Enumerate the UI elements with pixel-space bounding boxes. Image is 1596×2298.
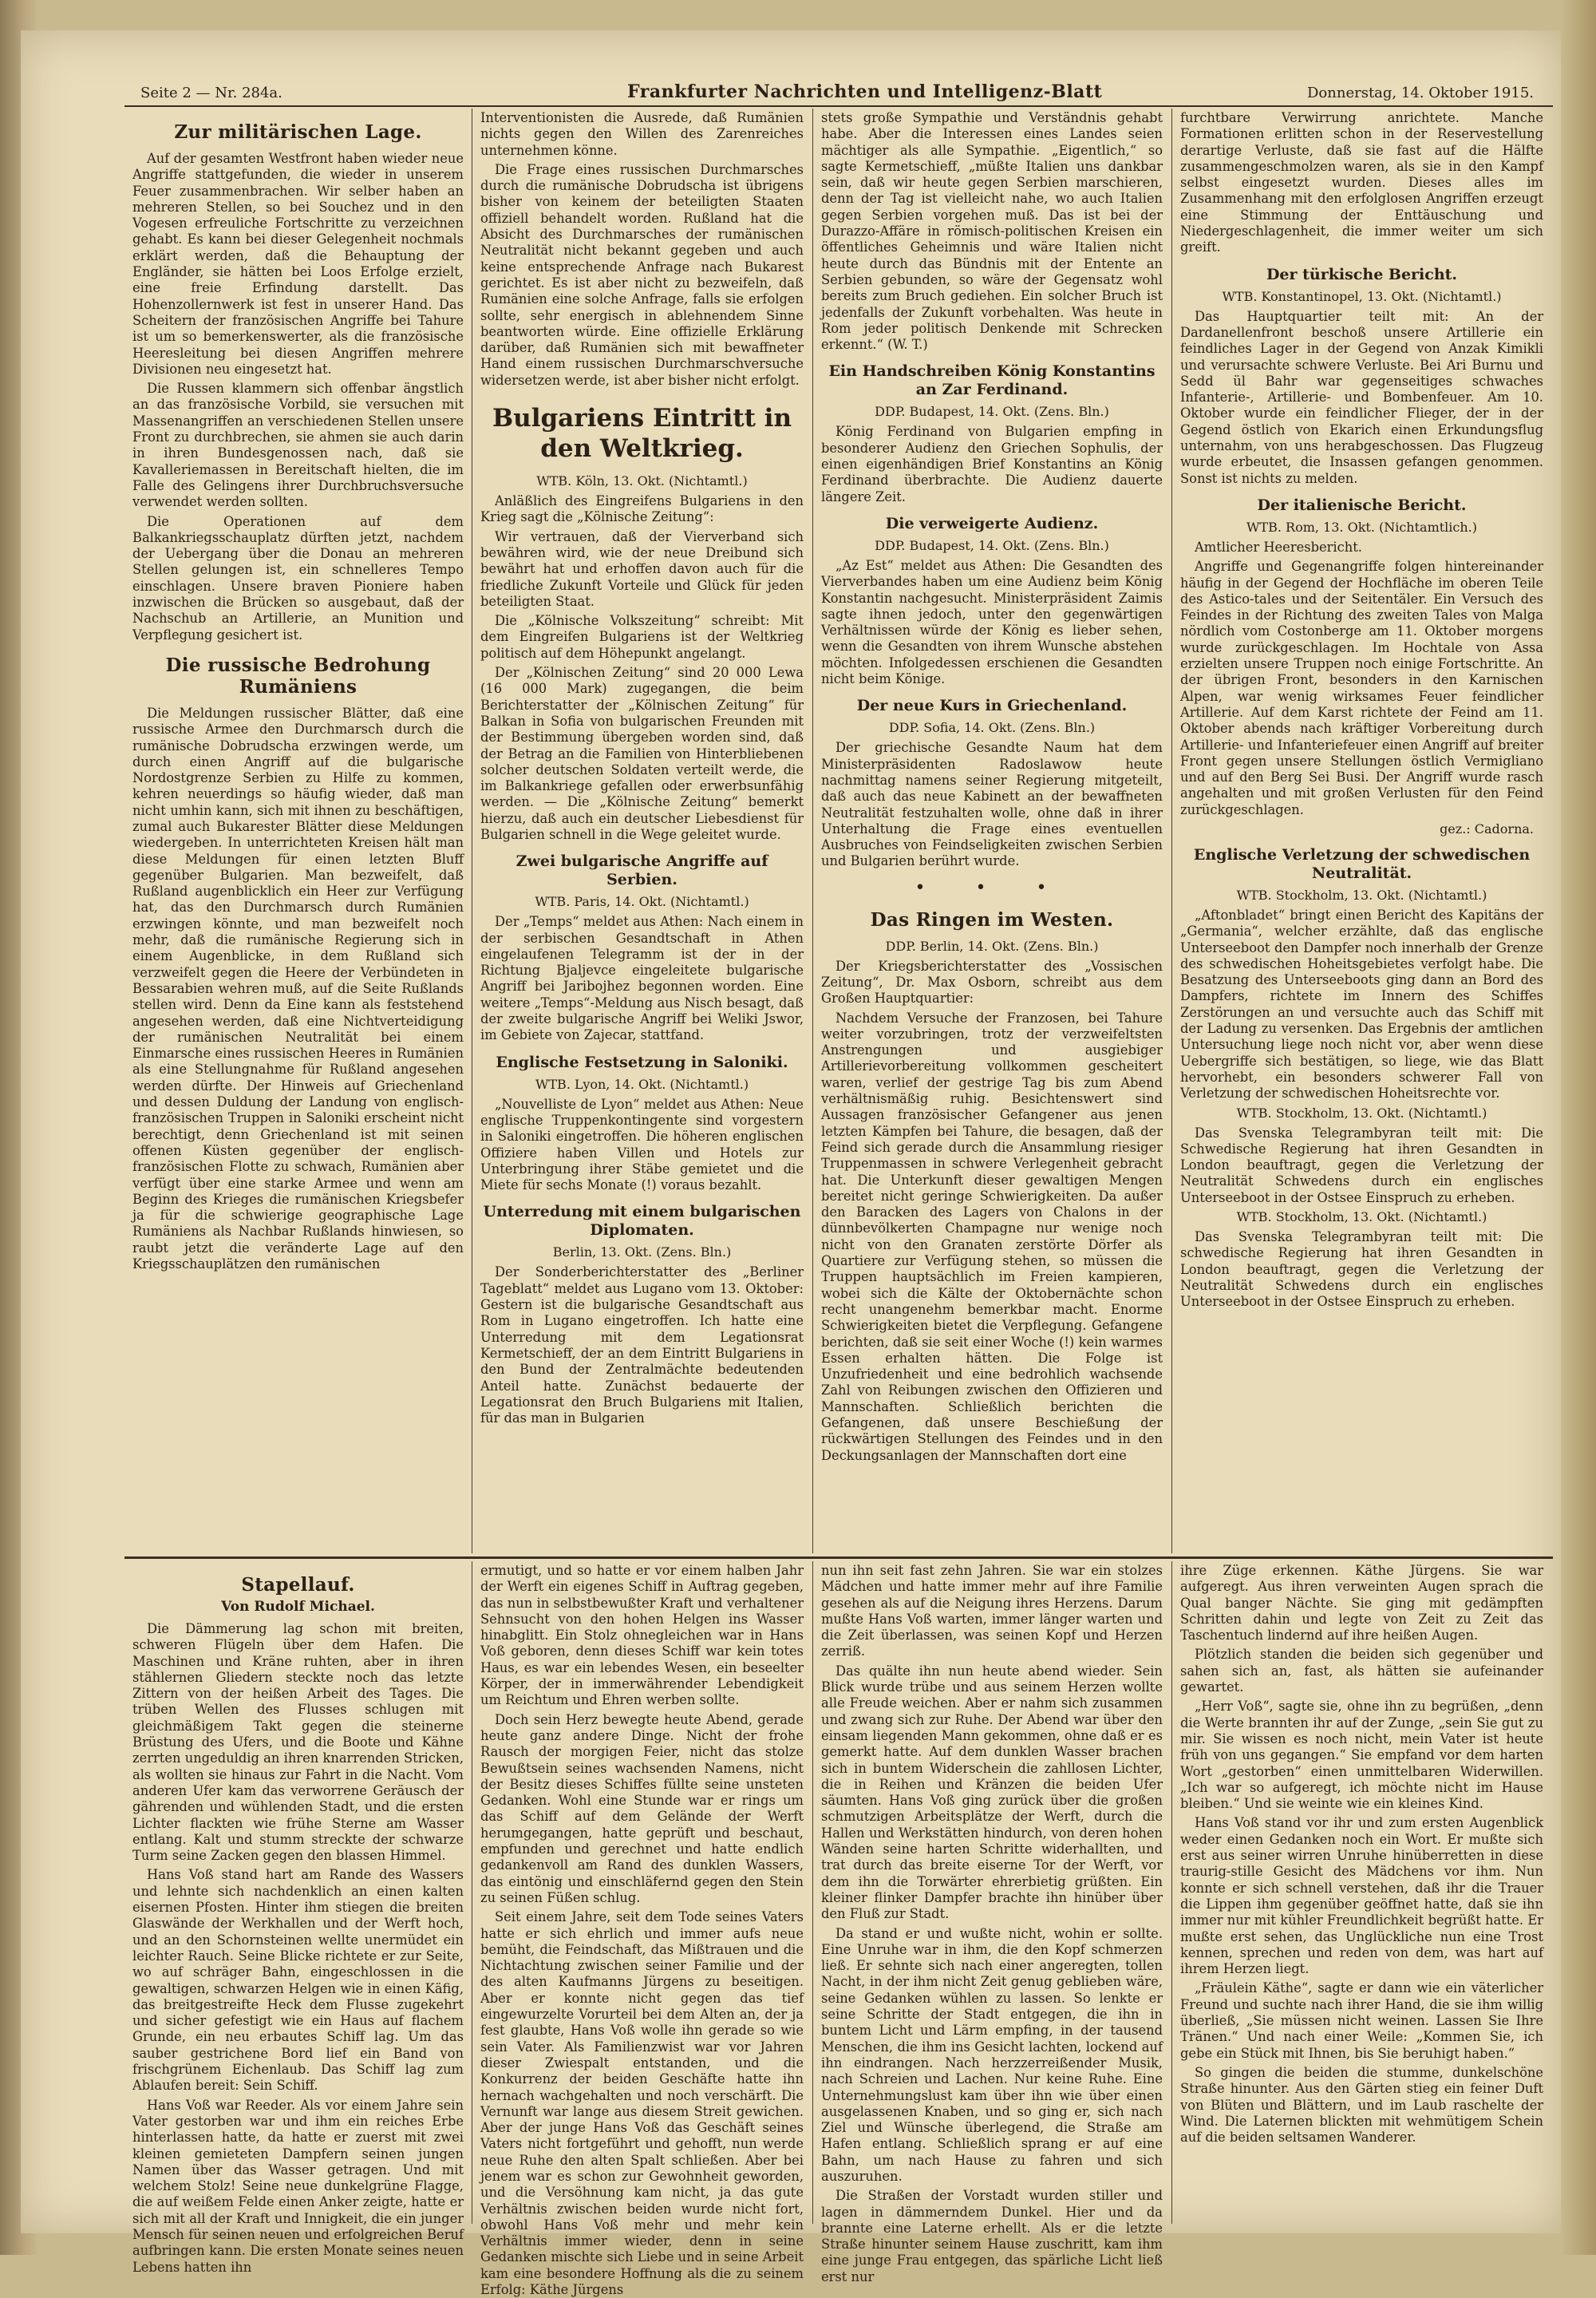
paragraph: Die Frage eines russischen Durchmarsches durch die rumänische Dobrudscha ist übrigens bisher von keinem der beteiligten Staaten offiziell behandelt worden. Rußland hat die Absicht des Durchmarsches der rumänischen Neutralität nicht bekannt gegeben und auch keine entsprechende Anfrage nach Bukarest gerichtet. Es ist aber nicht zu bezweifeln, daß Rumänien eine solche Anfrage, falls sie erfolgen sollte, sehr energisch in ablehnendem Sinne beantworten würde. Eine offizielle Erklärung darüber, daß Rumänien sich mit bewaffneter Hand einem russischen Durchmarschversuche widersetzen werde, ist aber bisher nicht erfolgt. — [480, 161, 804, 388]
paragraph: Die Operationen auf dem Balkankriegsschauplatz dürften jetzt, nachdem der Uebergang über die Donau an mehreren Stellen gelungen ist, ein schnelleres Tempo einschlagen. Unsere braven Pioniere haben inzwischen die Brücken so ausgebaut, daß der Nachschub an Artillerie, an Munition und Verpflegung gesichert ist. — [132, 513, 464, 643]
header-rule — [124, 105, 1553, 107]
article-title: Zwei bulgarische Angriffe auf Serbien. — [516, 852, 768, 889]
paragraph: Seit einem Jahre, seit dem Tode seines Vaters hatte er sich ehrlich und immer aufs neue bemüht, die Feindschaft, das Mißtrauen und die Nichtachtung zwischen seiner Familie und der des alten Kaufmanns Jürgens zu beseitigen. Aber er konnte nicht gegen das tief eingewurzelte Vorurteil bei dem Alten an, der ja fest glaubte, Hans Voß wolle ihn gerade so wie sein Vater. Als Familienzwist war vor Jahren dieser Zwiespalt entstanden, und die Konkurrenz der beiden Geschäfte hatte ihn hernach wachgehalten und noch verschärft. Die Vernunft war lange aus diesem Streit gewichen. Aber der junge Hans Voß das Geschäft seines Vaters nicht fortgeführt und gehofft, nun werde neue Ruhe den alten Spalt schließen. Aber bei jenem war es schon zur Gewohnheit geworden, und die Versöhnung kam nicht, ja das gute Verhältnis zwischen beiden wurde nicht fort, obwohl Hans Voß mehr und mehr kein Verhältnis immer wieder, denn in seine Gedanken mischte sich Liebe und in seine Arbeit kam eine besondere Hoffnung als die zu seinem Erfolg: Käthe Jürgens — [480, 1909, 804, 2298]
paragraph: So gingen die beiden die stumme, dunkelschöne Straße hinunter. Aus den Gärten stieg ein feiner Duft von Blüten und Blättern, und im Laub raschelte der Wind. Die Laternen blickten mit wehmütigem Schein auf die beiden seltsamen Wanderer. — [1180, 2064, 1543, 2146]
article-title: Unterredung mit einem bulgarischen Diplomaten. — [483, 1203, 801, 1240]
paragraph: „Aftonbladet“ bringt einen Bericht des Kapitäns der „Germania“, welcher erzählte, daß das englische Unterseeboot den Dampfer noch innerhalb der Grenze des schwedischen Hoheitsgebietes verfolgt habe. Die Besatzung des Unterseeboots ging dann an Bord des Dampfers, richtete im Innern des Schiffes Zerstörungen an und versuchte auch das Schiff mit der Ladung zu versenken. Das Ergebnis der amtlichen Untersuchung liege noch nicht vor, aber wenn diese Uebergriffe sich bestätigen, so liege, wie das Blatt hervorhebt, ein besonders schwerer Fall von Verletzung der schwedischen Hoheitsrechte vor. — [1180, 907, 1543, 1102]
dateline: WTB. Stockholm, 13. Okt. (Nichtamtl.) — [1236, 887, 1487, 903]
paragraph: Die „Kölnische Volkszeitung“ schreibt: Mit dem Eingreifen Bulgariens ist der Weltkrieg politisch auf dem Höhepunkt angelangt. — [480, 613, 804, 661]
story-title: Stapellauf. — [241, 1574, 355, 1596]
column-rule — [1171, 1561, 1172, 2224]
column-4 — [1180, 110, 1543, 1555]
dateline: WTB. Konstantinopel, 13. Okt. (Nichtamtl.) — [1222, 288, 1502, 304]
page-edge — [1561, 0, 1596, 2255]
paragraph: Der Kriegsberichterstatter des „Vossischen Zeitung“, Dr. Max Osborn, schreibt aus dem Großen Hauptquartier: — [821, 958, 1163, 1007]
column-rule — [812, 1561, 813, 2224]
paragraph: „Az Est“ meldet aus Athen: Die Gesandten des Vierverbandes haben um eine Audienz beim König Konstantin nachgesucht. Ministerpräsident Zaimis sagte ihnen jedoch, unter den gegenwärtigen Verhältnissen würde der König es lieber sehen, wenn die Gesandten von ihrem Wunsche abstehen möchten. Infolgedessen erschienen die Gesandten nicht beim Könige. — [821, 557, 1163, 687]
paragraph: König Ferdinand von Bulgarien empfing in besonderer Audienz den Griechen Sophulis, der einen eigenhändigen Brief Konstantins an König Ferdinand überbrachte. Die Audienz dauerte längere Zeit. — [821, 424, 1163, 504]
paragraph: Hans Voß stand vor ihr und zum ersten Augenblick weder einen Gedanken noch ein Wort. Er mußte sich erst aus seiner wirren Unruhe hinüberretten in diese traurig-stille Gesicht des Mädchens vor ihm. Nun konnte er sich schnell verstehen, daß ihr die Trauer die Lippen ihm gegenüber geöffnet hatte, daß sie ihn immer nur mit kühler Freundlichkeit begrüßt hatte. Er mußte erst sehen, das Unglückliche nun eine Trost kennen, sprechen und reden von dem, was hart auf ihrem Herzen liegt. — [1180, 1815, 1543, 1977]
story-column-4 — [1180, 1563, 1543, 2225]
dateline: WTB. Stockholm, 13. Okt. (Nichtamtl.) — [1236, 1105, 1487, 1121]
paragraph: Da stand er und wußte nicht, wohin er sollte. Eine Unruhe war in ihm, die den Kopf schmerzen ließ. Er sehnte sich nach einer angeregten, tollen Nacht, in der ihm nicht Zeit genug geblieben wäre, seine Gedanken wühlen zu lassen. So lenkte er seine Schritte der Stadt entgegen, die ihn in buntem Licht und Lärm empfing, in der tausend Menschen, die ihm ins Gesicht lachten, lockend auf ihn eindrangen. Nach herzzerreißender Musik, nach Schreien und Lachen. Nur keine Ruhe. Eine Unternehmungslust kam über ihn wie über einen ausgelassenen Knaben, und so ging er, sich nach Ziel und Wünsche überlegend, die Straße am Hafen entlang. Schließlich sprang er auf eine Bahn, um nach Hause zu fahren und sich auszuruhen. — [821, 1925, 1163, 2184]
dateline: WTB. Stockholm, 13. Okt. (Nichtamtl.) — [1236, 1209, 1487, 1225]
paragraph: „Nouvelliste de Lyon“ meldet aus Athen: Neue englische Truppenkontingente sind vorgestern in Saloniki eingetroffen. Die höheren englischen Offiziere haben Villen und Hotels zur Unterbringung ihrer Stäbe gemietet und die Miete für sechs Monate (!) voraus bezahlt. — [480, 1096, 804, 1193]
paragraph: Plötzlich standen die beiden sich gegenüber und sahen sich an, fast, als hätten sie aufeinander gewartet. — [1180, 1647, 1543, 1695]
dateline: DDP. Budapest, 14. Okt. (Zens. Bln.) — [875, 404, 1109, 420]
dateline: DDP. Berlin, 14. Okt. (Zens. Bln.) — [885, 938, 1099, 954]
story-column-3 — [821, 1563, 1163, 2284]
paragraph: Angriffe und Gegenangriffe folgen hintereinander häufig in der Gegend der Hochfläche im oberen Teile des Astico-tales und der Seitentäler. Ein Versuch des Feindes in der Richtung des zweiten Tales von Malga nördlich vom Costonberge am 11. Oktober morgens wurde zurückgeschlagen. Im Hochtale von Assa erzielten unsere Truppen noch einige Fortschritte. An der übrigen Front, besonders in den Karnischen Alpen, war wenig wirksames Feuer feindlicher Artillerie. Auf dem Karst richtete der Feind am 11. Oktober abends nach kräftiger Vorbereitung durch Artillerie- und Infanteriefeuer einen Angriff auf breiter Front gegen unsere Stellungen östlich Vermigliano und auf den Berg Sei Busi. Der Angriff wurde rasch angehalten und mit großen Verlusten für den Feind zurückgeschlagen. — [1180, 559, 1543, 817]
paragraph: Die Straßen der Vorstadt wurden stiller und lagen in dämmerndem Dunkel. Hier und da brannte eine Laterne erhellt. Als er die letzte Straße hinunter seinem Hause zuschritt, kam ihm eine junge Frau entgegen, das spärliche Licht ließ erst nur — [821, 2188, 1163, 2284]
dateline: DDP. Budapest, 14. Okt. (Zens. Bln.) — [875, 537, 1109, 553]
section-divider: • • • — [915, 877, 1069, 898]
dateline: WTB. Lyon, 14. Okt. (Nichtamtl.) — [535, 1076, 749, 1092]
paragraph: Nachdem Versuche der Franzosen, bei Tahure weiter vorzubringen, trotz der verzweifeltsten Anstrengungen und ausgiebiger Artillerievorbereitung vollkommen gescheitert waren, verlief der gestrige Tag bis zum Abend verhältnismäßig ruhig. Besichtenswert sind Aussagen französischer Gefangener aus jenen letzten Kämpfen bei Tahure, die besagen, daß der Feind sich gerade durch die Ansammlung riesiger Truppenmassen in schwere Verlegenheit gebracht hat. Die Unterkunft dieser gewaltigen Mengen bereitet nicht geringe Schwierigkeiten. Da außer den Baracken des Lagers von Chalons in der dünnbevölkerten Champagne nur wenige noch nicht von den Granaten zerstörte Dörfer als Quartiere zur Verfügung stehen, so müssen die Truppen hauptsächlich im Freien kampieren, wobei sich die Kälte der Oktobernächte schon recht unangenehm bemerkbar macht. Enorme Schwierigkeiten bietet die Verpflegung. Gefangene berichten, daß sie seit einer Woche (!) kein warmes Essen erhalten hätten. Die Folge ist Unzufriedenheit und eine bedrohlich wachsende Zahl von Reibungen zwischen den Offizieren und Mannschaften. Schließlich berichten die Gefangenen, daß unsere Beschießung der rückwärtigen Stellungen des Feindes und in den Deckungsanlagen der Mannschaften dort eine — [821, 1010, 1163, 1463]
headline: Bulgariens Eintritt in den Weltkrieg. — [492, 404, 792, 464]
article-title: Ein Handschreiben König Konstantins an Zar Ferdinand. — [828, 362, 1156, 399]
masthead-title: Frankfurter Nachrichten und Intelligenz-Blatt — [627, 81, 1103, 102]
issue-date: Donnerstag, 14. Oktober 1915. — [1307, 85, 1534, 101]
article-title: Das Ringen im Westen. — [870, 908, 1114, 931]
paragraph: Der Sonderberichterstatter des „Berliner Tageblatt“ meldet aus Lugano vom 13. Oktober: Gestern ist die bulgarische Gesandtschaft aus Rom in Lugano eingetroffen. Ich hatte eine Unterredung mit dem Legationsrat Kermetschieff, der an dem Eintritt Bulgariens in den Bund der Zentralmächte bedeutenden Anteil hatte. Zunächst bedauerte der Legationsrat den Bruch Bulgariens mit Italien, für das man in Bulgarien — [480, 1264, 804, 1426]
column-rule — [812, 109, 813, 1553]
paragraph: Das quälte ihn nun heute abend wieder. Sein Blick wurde trübe und aus seinem Herzen wollte alle Freude weichen. Aber er nahm sich zusammen und zwang sich zur Ruhe. Der Abend war über den einsam liegenden Mann gekommen, ohne daß er es gemerkt hatte. Auf dem dunklen Wasser brachen sich in buntem Widerschein die zahllosen Lichter, die in Reihen und Kränzen die beiden Ufer säumten. Hans Voß ging zurück über die großen schmutzigen Arbeitsplätze der Werft, durch die Hallen und Werkstätten hindurch, von deren hohen Wänden seine harten Schritte widerhallten, und trat durch das breite eiserne Tor der Werft, vor dem ihn die Torwärter ehrerbietig grüßten. Ein kleiner flinker Dampfer brachte ihn hinüber über den Fluß zur Stadt. — [821, 1663, 1163, 1922]
story-byline: Von Rudolf Michael. — [221, 1599, 375, 1615]
paragraph: Das Svenska Telegrambyran teilt mit: Die Schwedische Regierung hat ihren Gesandten in London beauftragt, gegen die Verletzung der Neutralität Schwedens durch ein englisches Unterseeboot in der Ostsee Einspruch zu erheben. — [1180, 1125, 1543, 1205]
paragraph: Der griechische Gesandte Naum hat dem Ministerpräsidenten Radoslawow heute nachmittag namens seiner Regierung mitgeteilt, daß auch das neue Kabinett an der bewaffneten Neutralität festzuhalten wolle, ohne daß in ihrer Unterhaltung die Frage eines eventuellen Ausbruches von Feindseligkeiten zwischen Serbien und Bulgarien berührt wurde. — [821, 740, 1163, 869]
paragraph: Doch sein Herz bewegte heute Abend, gerade heute ganz andere Dinge. Nicht der frohe Rausch der morgigen Feier, nicht das stolze Bewußtsein seines wachsenden Namens, nicht der Besitz dieses Schiffes füllte seine unsteten Gedanken. Wohl eine Stunde war er rings um das Schiff auf dem Gelände der Werft herumgegangen, hatte geprüft und beschaut, empfunden und gerechnet und hatte endlich gedankenvoll am Rand des dunklen Wassers, das eintönig und einschläfernd gegen den Stein zu seinen Füßen schlug. — [480, 1711, 804, 1905]
paragraph: „Herr Voß“, sagte sie, ohne ihn zu begrüßen, „denn die Werte brannten ihr auf der Zunge, „sein Sie gut zu mir. Sie wissen es noch nicht, mein Vater ist heute früh von uns gegangen.“ Sie empfand vor dem harten Wort „gestorben“ einen unmittelbaren Widerwillen. „Ich war so aufgeregt, ich möchte nicht im Hause bleiben.“ Und sie weinte wie ein kleines Kind. — [1180, 1699, 1543, 1812]
dateline: WTB. Köln, 13. Okt. (Nichtamtl.) — [536, 473, 748, 489]
paragraph: ihre Züge erkennen. Käthe Jürgens. Sie war aufgeregt. Aus ihren verweinten Augen sprach die Qual banger Nächte. Sie ging mit gedämpften Schritten dahin und legte von Zeit zu Zeit das Taschentuch lindernd auf ihre heißen Augen. — [1180, 1563, 1543, 1643]
article-title: Der türkische Bericht. — [1266, 265, 1458, 283]
feuilleton-rule — [124, 1556, 1553, 1559]
article-title: Der italienische Bericht. — [1257, 496, 1467, 514]
paragraph: Wir vertrauen, daß der Vierverband sich bewähren wird, wie der neue Dreibund sich bewährt hat und erhoffen davon auch für die friedliche Zukunft Vorteile und Glück für jeden beteiligten Staat. — [480, 528, 804, 609]
paragraph: furchtbare Verwirrung anrichtete. Manche Formationen erlitten schon in der Reservestellung derartige Verluste, daß sie fast auf die Hälfte zusammengeschmolzen waren, als sie in den Kampf selbst eingesetzt wurden. Dieses alles im Zusammenhang mit den erfolglosen Angriffen erzeugt eine Stimmung der Enttäuschung und Niedergeschlagenheit, die immer weiter um sich greift. — [1180, 110, 1543, 255]
paragraph: Interventionisten die Ausrede, daß Rumänien nichts gegen den Willen des Zarenreiches unternehmen könne. — [480, 110, 804, 158]
paragraph: Das Hauptquartier teilt mit: An der Dardanellenfront beschoß unsere Artillerie ein feindliches Lager in der Gegend von Anzak Kimikli und verursachte schwere Verluste. Bei Ari Burnu und Sedd ül Bahr war gegenseitiges schwaches Infanterie-, Artillerie- und Bombenfeuer. Am 10. Oktober wurde ein feindlicher Flieger, der in der Gegend östlich von Ekarich einen Erkundungsflug unternahm, von uns herabgeschossen. Das Flugzeug wurde erbeutet, die Insassen gefangen genommen. Sonst ist nichts zu melden. — [1180, 308, 1543, 486]
paragraph: Hans Voß war Reeder. Als vor einem Jahre sein Vater gestorben war und ihm ein reiches Erbe hinterlassen hatte, da hatte er zuerst mit zwei kleinen gemieteten Dampfern seinen jungen Namen über das Wasser getragen. Und mit welchem Stolz! Seine neue dunkelgrüne Flagge, die auf weißem Felde einen Anker zeigte, hatte er sich mit all der Kraft und Innigkeit, die ein junger Mensch für seinen neuen und erfolgreichen Beruf aufbringen kann. Die ersten Monate seines neuen Lebens hatten ihn — [132, 2097, 464, 2275]
column-3 — [821, 110, 1163, 1555]
article-title: Der neue Kurs in Griechenland. — [856, 697, 1128, 715]
page-number: Seite 2 — Nr. 284a. — [140, 85, 282, 101]
article-title: Die verweigerte Audienz. — [885, 514, 1099, 532]
dateline: DDP. Sofia, 14. Okt. (Zens. Bln.) — [888, 720, 1096, 736]
article-title: Englische Festsetzung in Saloniki. — [496, 1053, 788, 1071]
paragraph: stets große Sympathie und Verständnis gehabt habe. Aber die Interessen eines Landes seien mächtiger als alle Sympathie. „Eigentlich,“ so sagte Kermetschieff, „müßte Italien uns dankbar sein, daß wir heute gegen Serbien marschieren, denn der Tag ist vielleicht nahe, wo auch Italien gegen Serbien vorgehen muß. Das ist bei der Durazzo-Affäre in römisch-politischen Kreisen ein öffentliches Geheimnis und wäre Italien nicht heute durch das Bündnis mit der Entente an Serbien gebunden, so wäre der Gegensatz wohl bereits zum Bruch gediehen. Ein solcher Bruch ist jedenfalls der Zukunft vorbehalten. Was heute in Rom jeder politisch Denkende mit Schrecken erkennt.“ (W. T.) — [821, 110, 1163, 353]
column-1 — [132, 110, 464, 1555]
story-column-2 — [480, 1563, 804, 2298]
paragraph: Der „Temps“ meldet aus Athen: Nach einem in der serbischen Gesandtschaft in Athen eingelaufenen Telegramm ist der in der Richtung Bjaljevce eingeleitete bulgarische Angriff bei Jaribojhez begonnen worden. Eine weitere „Temps“-Meldung aus Nisch besagt, daß der zweite bulgarische Angriff bei Weliki Jswor, im Gebiete von Zajecar, stattfand. — [480, 914, 804, 1043]
paragraph: nun ihn seit fast zehn Jahren. Sie war ein stolzes Mädchen und hatte immer mehr auf ihre Familie gesehen als auf die Neigung ihres Herzens. Darum mußte Hans Voß warten, immer länger warten und die Zeit überlassen, was seinen Kopf und Herzen zerriß. — [821, 1563, 1163, 1659]
paragraph: Das Svenska Telegrambyran teilt mit: Die schwedische Regierung hat ihren Gesandten in London beauftragt, gegen die Verletzung der Neutralität Schwedens durch ein englisches Unterseeboot in der Ostsee Einspruch zu erheben. — [1180, 1229, 1543, 1310]
paragraph: Die Dämmerung lag schon mit breiten, schweren Flügeln über dem Hafen. Die Maschinen und Kräne ruhten, aber in ihren stählernen Gliedern steckte noch das letzte Zittern von der heißen Arbeit des Tages. Die trüben Wellen des Flusses schlugen mit gleichmäßigem Takt gegen die steinerne Brüstung des Ufers, und die Boote und Kähne zerrten ungeduldig an ihren knarrenden Stricken, als wollten sie hinaus zur Fahrt in die Nacht. Vom anderen Ufer kam das verworrene Geräusch der gährenden und wühlenden Stadt, und die ersten Lichter flackten wie frühe Sterne am Wasser entlang. Kalt und stumm streckte der schwarze Turm seine Zacken gegen den blassen Himmel. — [132, 1621, 464, 1864]
signature-line: gez.: Cadorna. — [1440, 821, 1534, 837]
dateline: WTB. Paris, 14. Okt. (Nichtamtl.) — [535, 894, 749, 910]
article-title: Zur militärischen Lage. — [174, 121, 422, 143]
paragraph: Auf der gesamten Westfront haben wieder neue Angriffe stattgefunden, die wieder in unserem Feuer zusammenbrachen. Wir selber haben an mehreren Stellen, so bei Souchez und in den Vogesen erfreuliche Fortschritte zu verzeichnen gehabt. Es kann bei dieser Gelegenheit nochmals erklärt werden, daß die Behauptung der Engländer, sie hätten bei Loos Erfolge erzielt, eine freie Erfindung darstellt. Das Hohenzollernwerk ist fest in unserer Hand. Das Scheitern der französischen Angriffe bei Tahure ist um so bemerkenswerter, als die französische Heeresleitung bei diesen Angriffen mehrere Divisionen neu eingesetzt hat. — [132, 151, 464, 377]
story-column-1 — [132, 1563, 464, 2275]
article-title: Die russische Bedrohung Rumäniens — [165, 654, 431, 698]
paragraph: Die Meldungen russischer Blätter, daß eine russische Armee den Durchmarsch durch die rumänische Dobrudscha erzwingen werde, um durch einen Angriff auf die bulgarische Nordostgrenze Serbien zu Hilfe zu kommen, kehren neuerdings so häufig wieder, daß man nicht umhin kann, sich mit ihnen zu beschäftigen, zumal auch Bukarester Blätter diese Meldungen wiedergeben. In unterrichteten Kreisen hält man diese Meldungen für einen letzten Bluff gegenüber Bulgarien. Man bezweifelt, daß Rußland augenblicklich ein Heer zur Verfügung hat, das den Durchmarsch durch Rumänien erzwingen könnte, und man bezweifelt noch mehr, daß die rumänische Regierung sich in einem Augenblicke, in dem Rußland sich verzweifelt gegen die Heere der Verbündeten in Bessarabien wehren muß, auf die Seite Rußlands stellen wird. Denn da Eine kann als feststehend angesehen werden, daß eine Nichtverteidigung der rumänischen Neutralität bei einem Einmarsche eines russischen Heeres in Rumänien als eine Stellungnahme für Rußland angesehen werden dürfte. Der Hinweis auf Griechenland und dessen Duldung der Landung von englisch-französischen Truppen in Saloniki erscheint nicht berechtigt, denn Griechenland ist mit seinen offenen Küsten gegenüber der englisch-französischen Flotte zu schwach, Rumänien aber verfügt über eine starke Armee und wenn am Beginn des Krieges die rumänischen Kriegsbefer ja für die schwierige geographische Lage Rumäniens als Nachbar Rußlands hinwiesen, so raubt jetzt die veränderte Lage auf den Kriegsschauplätzen den rumänischen — [132, 705, 464, 1272]
paragraph: Die Russen klammern sich offenbar ängstlich an das französische Vorbild, sie versuchen mit Massenangriffen an verschiedenen Stellen unsere Front zu durchbrechen, sie ahmen sie auch darin in ihren Bundesgenossen nach, daß sie Kavalleriemassen in Bereitschaft hielten, die im Falle des Gelingens ihrer Durchbruchsversuche verwendet werden sollten. — [132, 381, 464, 510]
dateline: Berlin, 13. Okt. (Zens. Bln.) — [552, 1244, 732, 1260]
paragraph: „Fräulein Käthe“, sagte er dann wie ein väterlicher Freund und suchte nach ihrer Hand, die sie ihm willig überließ, „Sie müssen nicht weinen. Lassen Sie Ihre Tränen.“ Und nach einer Weile: „Kommen Sie, ich gebe ein Stück mit Ihnen, bis Sie beruhigt haben.“ — [1180, 1980, 1543, 2061]
paragraph: Anläßlich des Eingreifens Bulgariens in den Krieg sagt die „Kölnische Zeitung“: — [480, 493, 804, 525]
column-rule — [1171, 109, 1172, 1553]
column-2 — [480, 110, 804, 1555]
paragraph: Der „Kölnischen Zeitung“ sind 20 000 Lewa (16 000 Mark) zugegangen, die beim Berichterstatter der „Kölnischen Zeitung“ für Balkan in Sofia von bulgarischen Freunden mit der Bestimmung übergeben worden sind, daß der Betrag an die Familien von Hinterbliebenen solcher deutschen Soldaten verteilt werde, die im Balkankriege gefallen oder erwerbsunfähig werden. — Die „Kölnische Zeitung“ bemerkt hierzu, daß auch ein deutscher Liebesdienst für Bulgarien schnell in die Wege geleitet wurde. — [480, 665, 804, 842]
newspaper-page — [21, 30, 1561, 2298]
dateline: WTB. Rom, 13. Okt. (Nichtamtlich.) — [1246, 519, 1478, 535]
paragraph: Hans Voß stand hart am Rande des Wassers und lehnte sich nachdenklich an einen kalten eisernen Pfosten. Hinter ihm stiegen die breiten Glaswände der Werkhallen und der Werft hoch, und an den Schornsteinen wellte unermüdet ein leichter Rauch. Seine Blicke richtete er zur Seite, wo auf schräger Bahn, eingeschlossen in die gewaltigen, schwarzen Helgen wie in einen Käfig, das breitgestreifte Heck dem Flusse zugekehrt und sicher gefestigt wie ein Haus auf flachem Grunde, ein neu erbautes Schiff lag. Um das sauber gestrichene Bord lief ein Band von frischgrünem Eichenlaub. Das Schiff lag zum Ablaufen bereit: Sein Schiff. — [132, 1867, 464, 2094]
paragraph: Amtlicher Heeresbericht. — [1195, 539, 1362, 555]
paragraph: ermutigt, und so hatte er vor einem halben Jahr der Werft ein eigenes Schiff in Auftrag gegeben, das nun in selbstbewußter Kraft und verhaltener Sehnsucht von den hohen Helgen ins Wasser hinabglitt. Ein Stolz ohnegleichen war in Hans Voß geboren, denn dieses Schiff war kein totes Haus, es war ein lebendes Wesen, ein beseelter Körper, der in immerwährender Lebendigkeit um Reichtum und Ehren werben sollte. — [480, 1563, 804, 1708]
article-title: Englische Verletzung der schwedischen Neutralität. — [1193, 845, 1531, 882]
